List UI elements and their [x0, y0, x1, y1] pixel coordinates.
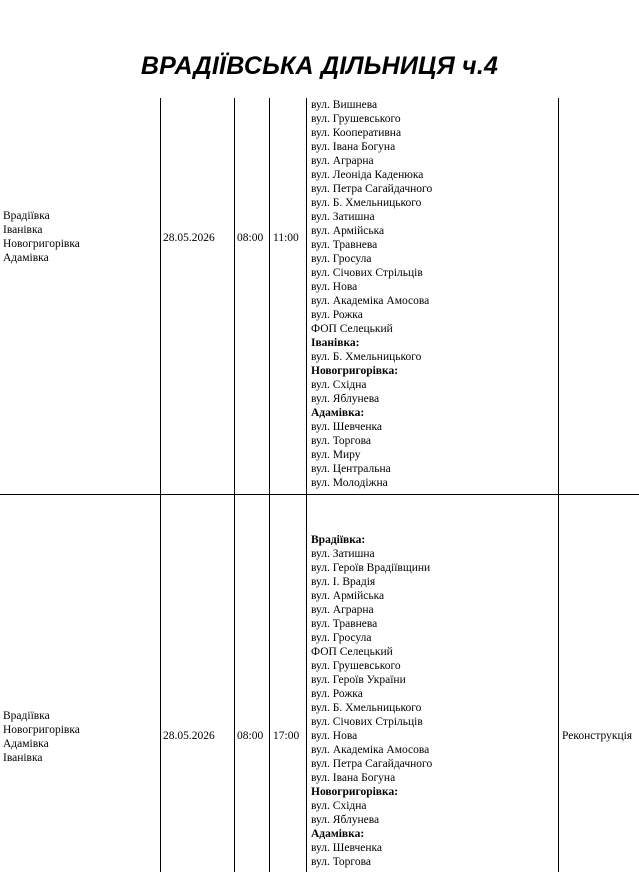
reason-cell: Реконструкція	[562, 730, 633, 742]
street-item: вул. Центральна	[311, 463, 391, 475]
street-item: вул. Аграрна	[311, 604, 374, 616]
street-item: вул. Нова	[311, 281, 358, 293]
settlement-name: Адамівка	[3, 252, 49, 264]
streets-cell	[311, 533, 432, 869]
street-item: вул. Грушевського	[311, 113, 401, 125]
street-item: вул. Яблунева	[311, 814, 380, 826]
street-item: вул. Б. Хмельницького	[311, 351, 422, 363]
settlement-heading: Адамівка:	[311, 407, 365, 419]
street-item: вул. Січових Стрільців	[311, 716, 423, 728]
table-row	[0, 494, 639, 872]
street-item: вул. Академіка Амосова	[311, 295, 430, 307]
start-time-cell: 08:00	[237, 232, 264, 244]
street-item: вул. Петра Сагайдачного	[311, 183, 433, 195]
street-item: вул. Торгова	[311, 435, 371, 447]
street-item: вул. Івана Богуна	[311, 772, 396, 784]
street-item: вул. Вишнева	[311, 99, 378, 111]
street-item: вул. Армійська	[311, 225, 385, 237]
street-item: вул. Миру	[311, 449, 361, 461]
settlement-name: Врадіївка	[3, 710, 50, 722]
page-title: ВРАДІЇВСЬКА ДІЛЬНИЦЯ ч.4	[140, 52, 499, 80]
table-row	[0, 98, 639, 494]
street-item: вул. Аграрна	[311, 155, 374, 167]
street-item: вул. Затишна	[311, 548, 375, 560]
street-item: вул. Молодіжна	[311, 477, 388, 489]
street-item: вул. Кооперативна	[311, 127, 402, 139]
street-item: ФОП Селецький	[311, 323, 393, 335]
street-item: вул. Рожка	[311, 688, 363, 700]
streets-cell	[311, 98, 432, 490]
street-item: вул. Шевченка	[311, 421, 383, 433]
settlement-name: Новогригорівка	[3, 724, 80, 736]
settlements-cell	[3, 709, 80, 765]
street-item: ФОП Селецький	[311, 646, 393, 658]
street-item: вул. Б. Хмельницького	[311, 702, 422, 714]
street-item: вул. Грушевського	[311, 660, 401, 672]
street-item: вул. Б. Хмельницького	[311, 197, 422, 209]
street-item: вул. Леоніда Каденюка	[311, 169, 424, 181]
date-cell: 28.05.2026	[163, 232, 215, 244]
street-item: вул. Східна	[311, 800, 367, 812]
street-item: вул. Травнева	[311, 239, 378, 251]
street-item: вул. І. Врадія	[311, 576, 376, 588]
street-item: вул. Гросула	[311, 632, 372, 644]
settlement-name: Адамівка	[3, 738, 49, 750]
street-item: вул. Героїв України	[311, 674, 406, 686]
street-item: вул. Затишна	[311, 211, 375, 223]
end-time-cell: 11:00	[273, 232, 299, 244]
settlement-heading: Новогригорівка:	[311, 786, 399, 798]
settlement-heading: Адамівка:	[311, 828, 365, 840]
street-item: вул. Армійська	[311, 590, 385, 602]
start-time-cell: 08:00	[237, 730, 264, 742]
street-item: вул. Академіка Амосова	[311, 744, 430, 756]
street-item: вул. Шевченка	[311, 842, 383, 854]
settlement-heading: Врадіївка:	[311, 534, 366, 546]
street-item: вул. Героїв Врадіївщини	[311, 562, 431, 574]
settlements-cell	[3, 209, 80, 265]
end-time-cell: 17:00	[273, 730, 300, 742]
street-item: вул. Східна	[311, 379, 367, 391]
street-item: вул. Нова	[311, 730, 358, 742]
street-item: вул. Яблунева	[311, 393, 380, 405]
settlement-heading: Іванівка:	[311, 337, 360, 349]
street-item: вул. Гросула	[311, 253, 372, 265]
settlement-heading: Новогригорівка:	[311, 365, 399, 377]
street-item: вул. Січових Стрільців	[311, 267, 423, 279]
street-item: вул. Петра Сагайдачного	[311, 758, 433, 770]
settlement-name: Іванівка	[3, 224, 43, 236]
street-item: вул. Рожка	[311, 309, 363, 321]
settlement-name: Врадіївка	[3, 210, 50, 222]
settlement-name: Іванівка	[3, 752, 43, 764]
date-cell: 28.05.2026	[163, 730, 215, 742]
street-item: вул. Торгова	[311, 856, 371, 868]
settlement-name: Новогригорівка	[3, 238, 80, 250]
street-item: вул. Травнева	[311, 618, 378, 630]
street-item: вул. Івана Богуна	[311, 141, 396, 153]
